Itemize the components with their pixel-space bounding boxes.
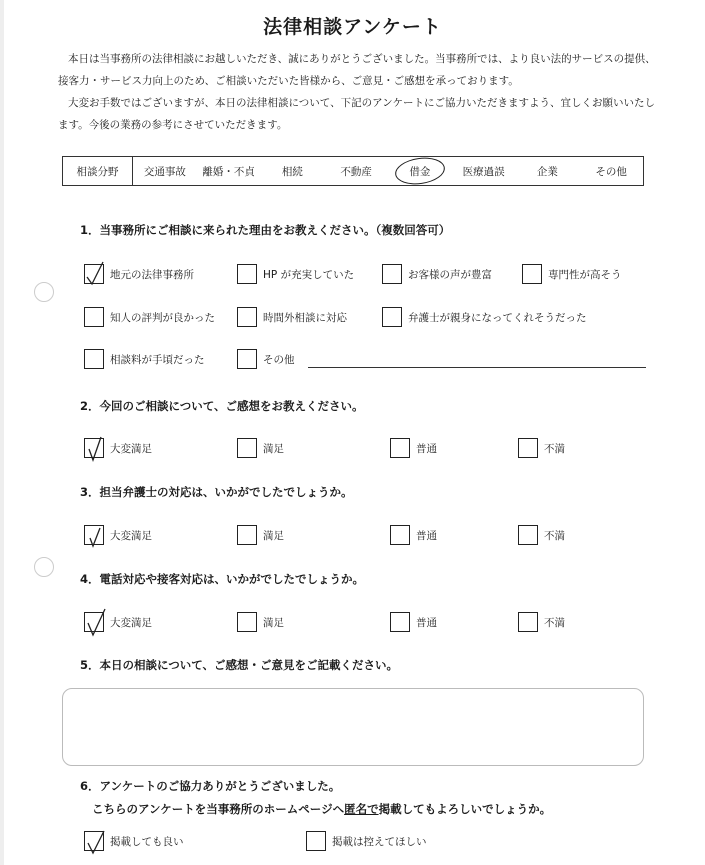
comment-textarea[interactable] bbox=[62, 688, 644, 766]
consultation-field-table bbox=[62, 156, 644, 186]
q3-option-label: 普通 bbox=[416, 529, 437, 542]
checkbox[interactable] bbox=[306, 831, 326, 851]
q3-option-label: 大変満足 bbox=[110, 529, 152, 542]
checkbox-checked[interactable] bbox=[84, 264, 104, 284]
scan-edge bbox=[0, 0, 4, 865]
q1-option[interactable] bbox=[84, 264, 194, 284]
field-option-label: 交通事故 bbox=[143, 165, 186, 178]
check-mark-icon bbox=[83, 520, 109, 550]
checkbox[interactable] bbox=[84, 307, 104, 327]
field-option-label: その他 bbox=[595, 165, 627, 178]
field-option-selected[interactable] bbox=[388, 157, 452, 185]
checkbox-checked[interactable] bbox=[84, 831, 104, 851]
check-mark-icon bbox=[83, 259, 109, 289]
q4-option[interactable] bbox=[518, 612, 565, 632]
q1-option-label: 弁護士が親身になってくれそうだった bbox=[408, 311, 587, 324]
question-6-title: 6．アンケートのご協力ありがとうございました。 bbox=[80, 779, 341, 793]
q2-option[interactable] bbox=[518, 438, 565, 458]
q2-option-label: 大変満足 bbox=[110, 442, 152, 455]
q1-option[interactable] bbox=[522, 264, 622, 284]
checkbox-checked[interactable] bbox=[84, 438, 104, 458]
checkbox-checked[interactable] bbox=[84, 525, 104, 545]
checkbox[interactable] bbox=[382, 264, 402, 284]
question-4-title: 4．電話対応や接客対応は、いかがでしたでしょうか。 bbox=[80, 572, 364, 586]
q1-option-label: 時間外相談に対応 bbox=[263, 311, 347, 324]
question-3-title: 3．担当弁護士の対応は、いかがでしたでしょうか。 bbox=[80, 485, 353, 499]
q3-option-label: 満足 bbox=[263, 529, 284, 542]
q4-option-label: 普通 bbox=[416, 616, 437, 629]
q6-subtitle-text: 掲載してもよろしいでしょうか。 bbox=[378, 802, 552, 816]
punch-hole bbox=[34, 557, 54, 577]
checkbox[interactable] bbox=[237, 349, 257, 369]
check-mark-icon bbox=[83, 433, 109, 463]
q3-option[interactable] bbox=[84, 525, 152, 545]
check-mark-icon bbox=[83, 826, 109, 856]
checkbox[interactable] bbox=[518, 612, 538, 632]
q1-option[interactable] bbox=[382, 307, 587, 327]
q4-option-label: 大変満足 bbox=[110, 616, 152, 629]
checkbox[interactable] bbox=[390, 438, 410, 458]
q4-option-label: 満足 bbox=[263, 616, 284, 629]
checkbox[interactable] bbox=[382, 307, 402, 327]
checkbox[interactable] bbox=[518, 525, 538, 545]
question-6-subtitle bbox=[92, 801, 551, 817]
q4-option[interactable] bbox=[84, 612, 152, 632]
question-1-title: 1．当事務所にご相談に来られた理由をお教えください。（複数回答可） bbox=[80, 223, 451, 237]
q6-subtitle-underlined: 匿名で bbox=[344, 802, 379, 816]
q2-option-label: 普通 bbox=[416, 442, 437, 455]
check-mark-icon bbox=[83, 607, 109, 637]
q3-option[interactable] bbox=[237, 525, 284, 545]
intro-paragraph-2: 大変お手数ではございますが、本日の法律相談について、下記のアンケートにご協力いただきますよう、宜しくお願いいたします。今後の業務の参考にさせていただきます。 bbox=[58, 97, 655, 131]
q1-option[interactable] bbox=[84, 307, 215, 327]
q1-option-label: その他 bbox=[263, 353, 295, 366]
q1-option-label: お客様の声が豊富 bbox=[408, 268, 492, 281]
field-option[interactable] bbox=[324, 157, 388, 185]
intro-paragraph-1: 本日は当事務所の法律相談にお越しいただき、誠にありがとうございました。当事務所では、より良い法的サービスの提供、接客力・サービス力向上のため、ご相談いただいた皆様から、ご意見・ご感想を承っております。 bbox=[58, 53, 656, 87]
q6-option[interactable] bbox=[306, 831, 427, 851]
q1-option-label: 専門性が高そう bbox=[548, 268, 622, 281]
question-5-title: 5．本日の相談について、ご感想・ご意見をご記載ください。 bbox=[80, 658, 399, 672]
q6-option[interactable] bbox=[84, 831, 184, 851]
q6-option-label: 掲載しても良い bbox=[110, 835, 184, 848]
punch-hole bbox=[34, 282, 54, 302]
q2-option-label: 不満 bbox=[544, 442, 565, 455]
q1-option[interactable] bbox=[237, 264, 354, 284]
q2-option[interactable] bbox=[237, 438, 284, 458]
checkbox[interactable] bbox=[522, 264, 542, 284]
q1-option-label: HP が充実していた bbox=[263, 268, 355, 281]
q2-option[interactable] bbox=[390, 438, 437, 458]
hand-drawn-circle-mark bbox=[393, 155, 446, 188]
q2-option-label: 満足 bbox=[263, 442, 284, 455]
checkbox[interactable] bbox=[237, 525, 257, 545]
field-header: 相談分野 bbox=[63, 157, 133, 185]
field-option-label: 相続 bbox=[281, 165, 303, 178]
q3-option-label: 不満 bbox=[544, 529, 565, 542]
q3-option[interactable] bbox=[518, 525, 565, 545]
q1-option[interactable] bbox=[382, 264, 492, 284]
field-option-label: 離婚・不貞 bbox=[202, 165, 255, 178]
q1-option-label: 知人の評判が良かった bbox=[110, 311, 215, 324]
q1-option[interactable] bbox=[84, 349, 205, 369]
checkbox-checked[interactable] bbox=[84, 612, 104, 632]
checkbox[interactable] bbox=[237, 438, 257, 458]
page-title: 法律相談アンケート bbox=[263, 16, 442, 38]
q4-option[interactable] bbox=[237, 612, 284, 632]
field-option-label: 借金 bbox=[409, 165, 431, 178]
checkbox[interactable] bbox=[518, 438, 538, 458]
q6-subtitle-text: こちらのアンケートを当事務所のホームページへ bbox=[92, 802, 345, 816]
q3-option[interactable] bbox=[390, 525, 437, 545]
checkbox[interactable] bbox=[237, 264, 257, 284]
q1-option[interactable] bbox=[237, 349, 295, 369]
field-option[interactable] bbox=[516, 157, 580, 185]
field-option-label: 医療過誤 bbox=[462, 165, 505, 178]
checkbox[interactable] bbox=[237, 307, 257, 327]
q1-option-label: 相談料が手頃だった bbox=[110, 353, 205, 366]
q4-option-label: 不満 bbox=[544, 616, 565, 629]
field-option[interactable] bbox=[261, 157, 325, 185]
field-option[interactable] bbox=[452, 157, 516, 185]
q1-option-label: 地元の法律事務所 bbox=[110, 268, 194, 281]
q6-option-label: 掲載は控えてほしい bbox=[332, 835, 427, 848]
field-option-label: 企業 bbox=[536, 165, 558, 178]
field-option[interactable] bbox=[197, 157, 261, 185]
checkbox[interactable] bbox=[237, 612, 257, 632]
field-option-label: 不動産 bbox=[340, 165, 372, 178]
checkbox[interactable] bbox=[390, 525, 410, 545]
q2-option[interactable] bbox=[84, 438, 152, 458]
other-write-in-line[interactable] bbox=[308, 367, 646, 368]
checkbox[interactable] bbox=[390, 612, 410, 632]
q1-option[interactable] bbox=[237, 307, 347, 327]
q4-option[interactable] bbox=[390, 612, 437, 632]
field-option[interactable] bbox=[579, 157, 643, 185]
question-2-title: 2．今回のご相談について、ご感想をお教えください。 bbox=[80, 399, 364, 413]
field-option[interactable] bbox=[133, 157, 197, 185]
checkbox[interactable] bbox=[84, 349, 104, 369]
